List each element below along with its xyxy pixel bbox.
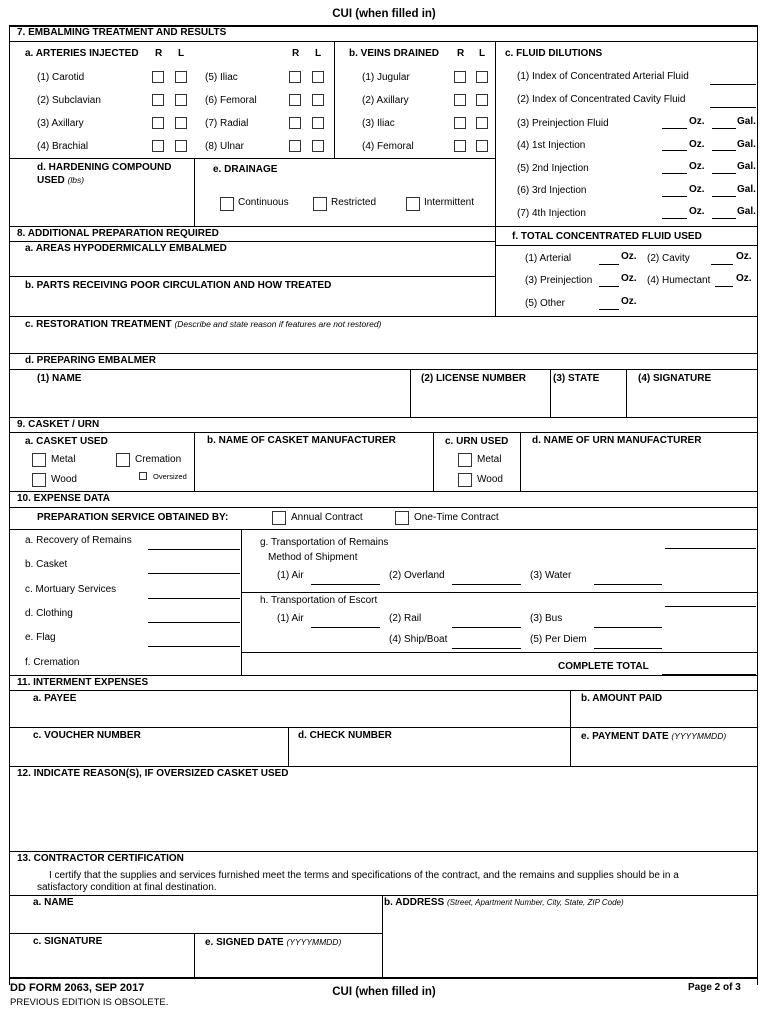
casket-wood-label: Wood xyxy=(51,474,77,485)
expense-mortuary-label: c. Mortuary Services xyxy=(25,584,117,595)
divider-d-e xyxy=(194,158,195,226)
divider-state xyxy=(550,369,551,417)
gal-label: Gal. xyxy=(737,116,756,127)
certification-text-line2: satisfactory condition at final destination. xyxy=(37,882,217,893)
cui-header: CUI (when filled in) xyxy=(332,8,436,20)
divider-arteries-veins xyxy=(334,41,335,158)
drainage-restricted-checkbox[interactable] xyxy=(313,197,327,211)
previous-edition-note: PREVIOUS EDITION IS OBSOLETE. xyxy=(10,997,169,1008)
artery-brachial: (4) Brachial xyxy=(37,141,89,152)
ulnar-l-checkbox[interactable] xyxy=(312,140,324,152)
shipment-air-label: (1) Air xyxy=(277,570,304,581)
fluid-humectant-field[interactable] xyxy=(715,286,733,287)
oz-label: Oz. xyxy=(736,273,752,284)
dilution-1st-injection: (4) 1st Injection xyxy=(517,140,586,151)
veins-drained-label: b. VEINS DRAINED xyxy=(349,48,440,59)
poor-circulation-label: b. PARTS RECEIVING POOR CIRCULATION AND HOW TREATED xyxy=(25,280,332,291)
transport-remains-label: g. Transportation of Remains xyxy=(260,537,389,548)
divider-license xyxy=(410,369,411,417)
oz-label: Oz. xyxy=(621,251,637,262)
escort-perdiem-field[interactable] xyxy=(594,648,662,649)
injection3-oz-field[interactable] xyxy=(662,196,687,197)
subclavian-l-checkbox[interactable] xyxy=(175,94,187,106)
divider-expense-columns xyxy=(241,529,242,675)
axillary-l-checkbox[interactable] xyxy=(175,117,187,129)
urn-manufacturer-label: d. NAME OF URN MANUFACTURER xyxy=(532,435,702,446)
urn-metal-checkbox[interactable] xyxy=(458,453,472,467)
casket-used-label: a. CASKET USED xyxy=(25,436,108,447)
gal-label: Gal. xyxy=(737,139,756,150)
amount-paid-label: b. AMOUNT PAID xyxy=(581,693,663,704)
s7-title: 7. EMBALMING TREATMENT AND RESULTS xyxy=(17,27,227,38)
arterial-index-field[interactable] xyxy=(710,84,756,85)
payee-label: a. PAYEE xyxy=(33,693,77,704)
recovery-field[interactable] xyxy=(148,549,240,550)
hardening-compound-label-2: USED (lbs) xyxy=(37,175,85,186)
veins-l-header: L xyxy=(479,48,486,59)
contractor-name-label: a. NAME xyxy=(33,897,74,908)
embalmer-signature-label: (4) SIGNATURE xyxy=(638,373,712,384)
s8-ab-divider xyxy=(9,276,495,277)
arteries-r-header-2: R xyxy=(292,48,300,59)
arteries-r-header: R xyxy=(155,48,163,59)
vein-iliac: (3) Iliac xyxy=(362,118,395,129)
form-left-border xyxy=(9,25,10,985)
flag-field[interactable] xyxy=(148,646,240,647)
injection4-gal-field[interactable] xyxy=(712,218,736,219)
s9-title: 9. CASKET / URN xyxy=(17,419,100,430)
escort-bus-label: (3) Bus xyxy=(530,613,563,624)
embalmer-state-label: (3) STATE xyxy=(553,373,600,384)
shipment-overland-label: (2) Overland xyxy=(389,570,445,581)
total-fluid-label: f. TOTAL CONCENTRATED FLUID USED xyxy=(512,231,702,242)
gal-label: Gal. xyxy=(737,161,756,172)
cavity-index-field[interactable] xyxy=(710,107,756,108)
certification-text-line1: I certify that the supplies and services furnished meet the terms and specifications of the contract, and the remains and supplies should be in a xyxy=(49,870,679,881)
s11-title-divider xyxy=(9,690,758,691)
form-number: DD FORM 2063, SEP 2017 xyxy=(10,982,145,994)
s13-title: 13. CONTRACTOR CERTIFICATION xyxy=(17,853,184,864)
expense-clothing-label: d. Clothing xyxy=(25,608,73,619)
axillary-r-checkbox[interactable] xyxy=(152,117,164,129)
escort-ship-label: (4) Ship/Boat xyxy=(389,634,448,645)
escort-bus-field[interactable] xyxy=(594,627,662,628)
artery-femoral: (6) Femoral xyxy=(205,95,257,106)
dilution-cavity-index: (2) Index of Concentrated Cavity Fluid xyxy=(517,94,686,105)
injection3-gal-field[interactable] xyxy=(712,196,736,197)
divider-check-number xyxy=(288,727,289,766)
annual-contract-checkbox[interactable] xyxy=(272,511,286,525)
drainage-continuous-checkbox[interactable] xyxy=(220,197,234,211)
divider-urn xyxy=(433,432,434,491)
fluid-other-label: (5) Other xyxy=(525,298,566,309)
vein-axillary: (2) Axillary xyxy=(362,95,409,106)
jugular-r-checkbox[interactable] xyxy=(454,71,466,83)
s8-title: 8. ADDITIONAL PREPARATION REQUIRED xyxy=(17,228,219,239)
artery-subclavian: (2) Subclavian xyxy=(37,95,101,106)
dilution-3rd-injection: (6) 3rd Injection xyxy=(517,185,587,196)
oz-label: Oz. xyxy=(689,206,705,217)
oz-label: Oz. xyxy=(689,184,705,195)
urn-wood-checkbox[interactable] xyxy=(458,473,472,487)
shipment-air-field[interactable] xyxy=(311,584,380,585)
preparing-embalmer-label: d. PREPARING EMBALMER xyxy=(25,355,156,366)
shipment-water-label: (3) Water xyxy=(530,570,572,581)
casket-cremation-checkbox[interactable] xyxy=(116,453,130,467)
cui-footer: CUI (when filled in) xyxy=(332,986,436,998)
expense-casket-label: b. Casket xyxy=(25,559,68,570)
s8-top-border xyxy=(9,226,758,227)
escort-ship-field[interactable] xyxy=(452,648,521,649)
escort-perdiem-label: (5) Per Diem xyxy=(530,634,587,645)
iliac-vein-l-checkbox[interactable] xyxy=(476,117,488,129)
shipment-overland-field[interactable] xyxy=(452,584,521,585)
s9-top-border xyxy=(9,417,758,418)
divider-casket-manufacturer xyxy=(194,432,195,491)
expense-recovery-label: a. Recovery of Remains xyxy=(25,535,132,546)
casket-metal-label: Metal xyxy=(51,454,76,465)
urn-used-label: c. URN USED xyxy=(445,436,509,447)
drainage-restricted-label: Restricted xyxy=(331,197,377,208)
transport-remains-field[interactable] xyxy=(665,548,756,549)
s11-title: 11. INTERMENT EXPENSES xyxy=(17,677,149,688)
payment-date-label: e. PAYMENT DATE (YYYYMMDD) xyxy=(581,731,727,742)
vein-jugular: (1) Jugular xyxy=(362,72,410,83)
escort-air-field[interactable] xyxy=(311,627,380,628)
dilution-2nd-injection: (5) 2nd Injection xyxy=(517,163,589,174)
s7-de-divider xyxy=(9,158,495,159)
casket-cremation-label: Cremation xyxy=(135,454,182,465)
artery-iliac: (5) Iliac xyxy=(205,72,238,83)
voucher-number-label: c. VOUCHER NUMBER xyxy=(33,730,141,741)
divider-address xyxy=(382,895,383,978)
femoral-artery-l-checkbox[interactable] xyxy=(312,94,324,106)
expense-cremation-label: f. Cremation xyxy=(25,657,80,668)
mortuary-field[interactable] xyxy=(148,598,240,599)
oz-label: Oz. xyxy=(689,161,705,172)
form-bottom-border xyxy=(9,977,758,979)
s11-row-divider xyxy=(9,727,758,728)
radial-r-checkbox[interactable] xyxy=(289,117,301,129)
casket-oversized-checkbox[interactable] xyxy=(139,472,147,480)
divider-urn-manufacturer xyxy=(520,432,521,491)
oz-label: Oz. xyxy=(689,116,705,127)
s12-title: 12. INDICATE REASON(S), IF OVERSIZED CASKET USED xyxy=(17,768,289,779)
iliac-artery-r-checkbox[interactable] xyxy=(289,71,301,83)
brachial-r-checkbox[interactable] xyxy=(152,140,164,152)
artery-radial: (7) Radial xyxy=(205,118,249,129)
carotid-r-checkbox[interactable] xyxy=(152,71,164,83)
dilution-arterial-index: (1) Index of Concentrated Arterial Fluid xyxy=(517,71,689,82)
radial-l-checkbox[interactable] xyxy=(312,117,324,129)
iliac-vein-r-checkbox[interactable] xyxy=(454,117,466,129)
s8-f-divider xyxy=(495,245,757,246)
hardening-compound-label: d. HARDENING COMPOUND xyxy=(37,162,172,173)
s13-top-border xyxy=(9,851,758,852)
s10-prep-divider xyxy=(9,529,758,530)
urn-metal-label: Metal xyxy=(477,454,502,465)
veins-r-header: R xyxy=(457,48,465,59)
s10-title-divider xyxy=(9,507,758,508)
artery-axillary: (3) Axillary xyxy=(37,118,84,129)
one-time-contract-checkbox[interactable] xyxy=(395,511,409,525)
gal-label: Gal. xyxy=(737,184,756,195)
fluid-preinjection-label: (3) Preinjection xyxy=(525,275,593,286)
method-shipment-label: Method of Shipment xyxy=(268,552,358,563)
escort-rail-field[interactable] xyxy=(452,627,521,628)
oz-label: Oz. xyxy=(689,139,705,150)
drainage-label: e. DRAINAGE xyxy=(213,164,278,175)
check-number-label: d. CHECK NUMBER xyxy=(298,730,392,741)
escort-rail-label: (2) Rail xyxy=(389,613,422,624)
fluid-dilutions-label: c. FLUID DILUTIONS xyxy=(505,48,603,59)
arteries-injected-label: a. ARTERIES INJECTED xyxy=(25,48,139,59)
s11-top-border xyxy=(9,675,758,676)
femoral-vein-r-checkbox[interactable] xyxy=(454,140,466,152)
s10-gh-divider xyxy=(241,592,757,593)
dilution-preinjection: (3) Preinjection Fluid xyxy=(517,118,609,129)
oz-label: Oz. xyxy=(621,273,637,284)
s12-top-border xyxy=(9,766,758,767)
brachial-l-checkbox[interactable] xyxy=(175,140,187,152)
fluid-arterial-field[interactable] xyxy=(599,264,619,265)
casket-oversized-label: Oversized xyxy=(153,472,187,481)
clothing-field[interactable] xyxy=(148,622,240,623)
fluid-arterial-label: (1) Arterial xyxy=(525,253,572,264)
axillary-vein-l-checkbox[interactable] xyxy=(476,94,488,106)
oz-label: Oz. xyxy=(621,296,637,307)
fluid-preinjection-field[interactable] xyxy=(599,286,619,287)
iliac-artery-l-checkbox[interactable] xyxy=(312,71,324,83)
s8-c-divider xyxy=(9,316,758,317)
femoral-vein-l-checkbox[interactable] xyxy=(476,140,488,152)
expense-flag-label: e. Flag xyxy=(25,632,56,643)
annual-contract-label: Annual Contract xyxy=(291,512,363,523)
embalmer-name-label: (1) NAME xyxy=(37,373,82,384)
fluid-other-field[interactable] xyxy=(599,309,619,310)
restoration-treatment-label: c. RESTORATION TREATMENT (Describe and state reason if features are not restored) xyxy=(25,319,382,330)
areas-hypodermically-label: a. AREAS HYPODERMICALLY EMBALMED xyxy=(25,243,227,254)
divider-signature xyxy=(626,369,627,417)
divider-amount-paid xyxy=(570,690,571,766)
jugular-l-checkbox[interactable] xyxy=(476,71,488,83)
transport-escort-label: h. Transportation of Escort xyxy=(260,595,378,606)
form-right-border xyxy=(757,25,758,985)
drainage-continuous-label: Continuous xyxy=(238,197,289,208)
embalmer-license-label: (2) LICENSE NUMBER xyxy=(421,373,527,384)
injection2-gal-field[interactable] xyxy=(712,173,736,174)
ulnar-r-checkbox[interactable] xyxy=(289,140,301,152)
contractor-signature-label: c. SIGNATURE xyxy=(33,936,103,947)
contractor-address-label: b. ADDRESS (Street, Apartment Number, City, State, ZIP Code) xyxy=(384,897,624,908)
s10-title: 10. EXPENSE DATA xyxy=(17,493,110,504)
injection2-oz-field[interactable] xyxy=(662,173,687,174)
s8-title-divider xyxy=(9,241,495,242)
page-number: Page 2 of 3 xyxy=(688,982,741,993)
s8-d-divider xyxy=(9,353,758,354)
s10-total-divider xyxy=(241,652,757,653)
carotid-l-checkbox[interactable] xyxy=(175,71,187,83)
signed-date-label: e. SIGNED DATE (YYYYMMDD) xyxy=(205,937,342,948)
axillary-vein-r-checkbox[interactable] xyxy=(454,94,466,106)
drainage-intermittent-label: Intermittent xyxy=(424,197,475,208)
femoral-artery-r-checkbox[interactable] xyxy=(289,94,301,106)
preinjection-oz-field[interactable] xyxy=(662,128,687,129)
casket-manufacturer-label: b. NAME OF CASKET MANUFACTURER xyxy=(207,435,396,446)
fluid-cavity-field[interactable] xyxy=(711,264,733,265)
arteries-l-header: L xyxy=(178,48,185,59)
complete-total-label: COMPLETE TOTAL xyxy=(558,661,649,672)
s13-cert-divider xyxy=(9,895,758,896)
preinjection-gal-field[interactable] xyxy=(712,128,736,129)
casket-wood-checkbox[interactable] xyxy=(32,473,46,487)
casket-metal-checkbox[interactable] xyxy=(32,453,46,467)
drainage-intermittent-checkbox[interactable] xyxy=(406,197,420,211)
escort-air-label: (1) Air xyxy=(277,613,304,624)
injection1-oz-field[interactable] xyxy=(662,150,687,151)
vein-femoral: (4) Femoral xyxy=(362,141,414,152)
subclavian-r-checkbox[interactable] xyxy=(152,94,164,106)
s9-title-divider xyxy=(9,432,758,433)
dilution-4th-injection: (7) 4th Injection xyxy=(517,208,586,219)
one-time-contract-label: One-Time Contract xyxy=(414,512,499,523)
shipment-water-field[interactable] xyxy=(594,584,662,585)
s8-d-subdivider xyxy=(9,369,758,370)
urn-wood-label: Wood xyxy=(477,474,503,485)
injection4-oz-field[interactable] xyxy=(662,218,687,219)
fluid-humectant-label: (4) Humectant xyxy=(647,275,711,286)
fluid-cavity-label: (2) Cavity xyxy=(647,253,690,264)
s13-name-divider xyxy=(9,933,382,934)
injection1-gal-field[interactable] xyxy=(712,150,736,151)
divider-signed-date xyxy=(194,933,195,978)
s7-title-divider xyxy=(9,41,758,42)
s10-top-border xyxy=(9,491,758,492)
prep-service-label: PREPARATION SERVICE OBTAINED BY: xyxy=(37,512,229,523)
artery-ulnar: (8) Ulnar xyxy=(205,141,244,152)
oz-label: Oz. xyxy=(736,251,752,262)
artery-carotid: (1) Carotid xyxy=(37,72,85,83)
transport-escort-field[interactable] xyxy=(665,606,756,607)
casket-cost-field[interactable] xyxy=(148,573,240,574)
gal-label: Gal. xyxy=(737,206,756,217)
arteries-l-header-2: L xyxy=(315,48,322,59)
divider-right-column xyxy=(495,41,496,316)
